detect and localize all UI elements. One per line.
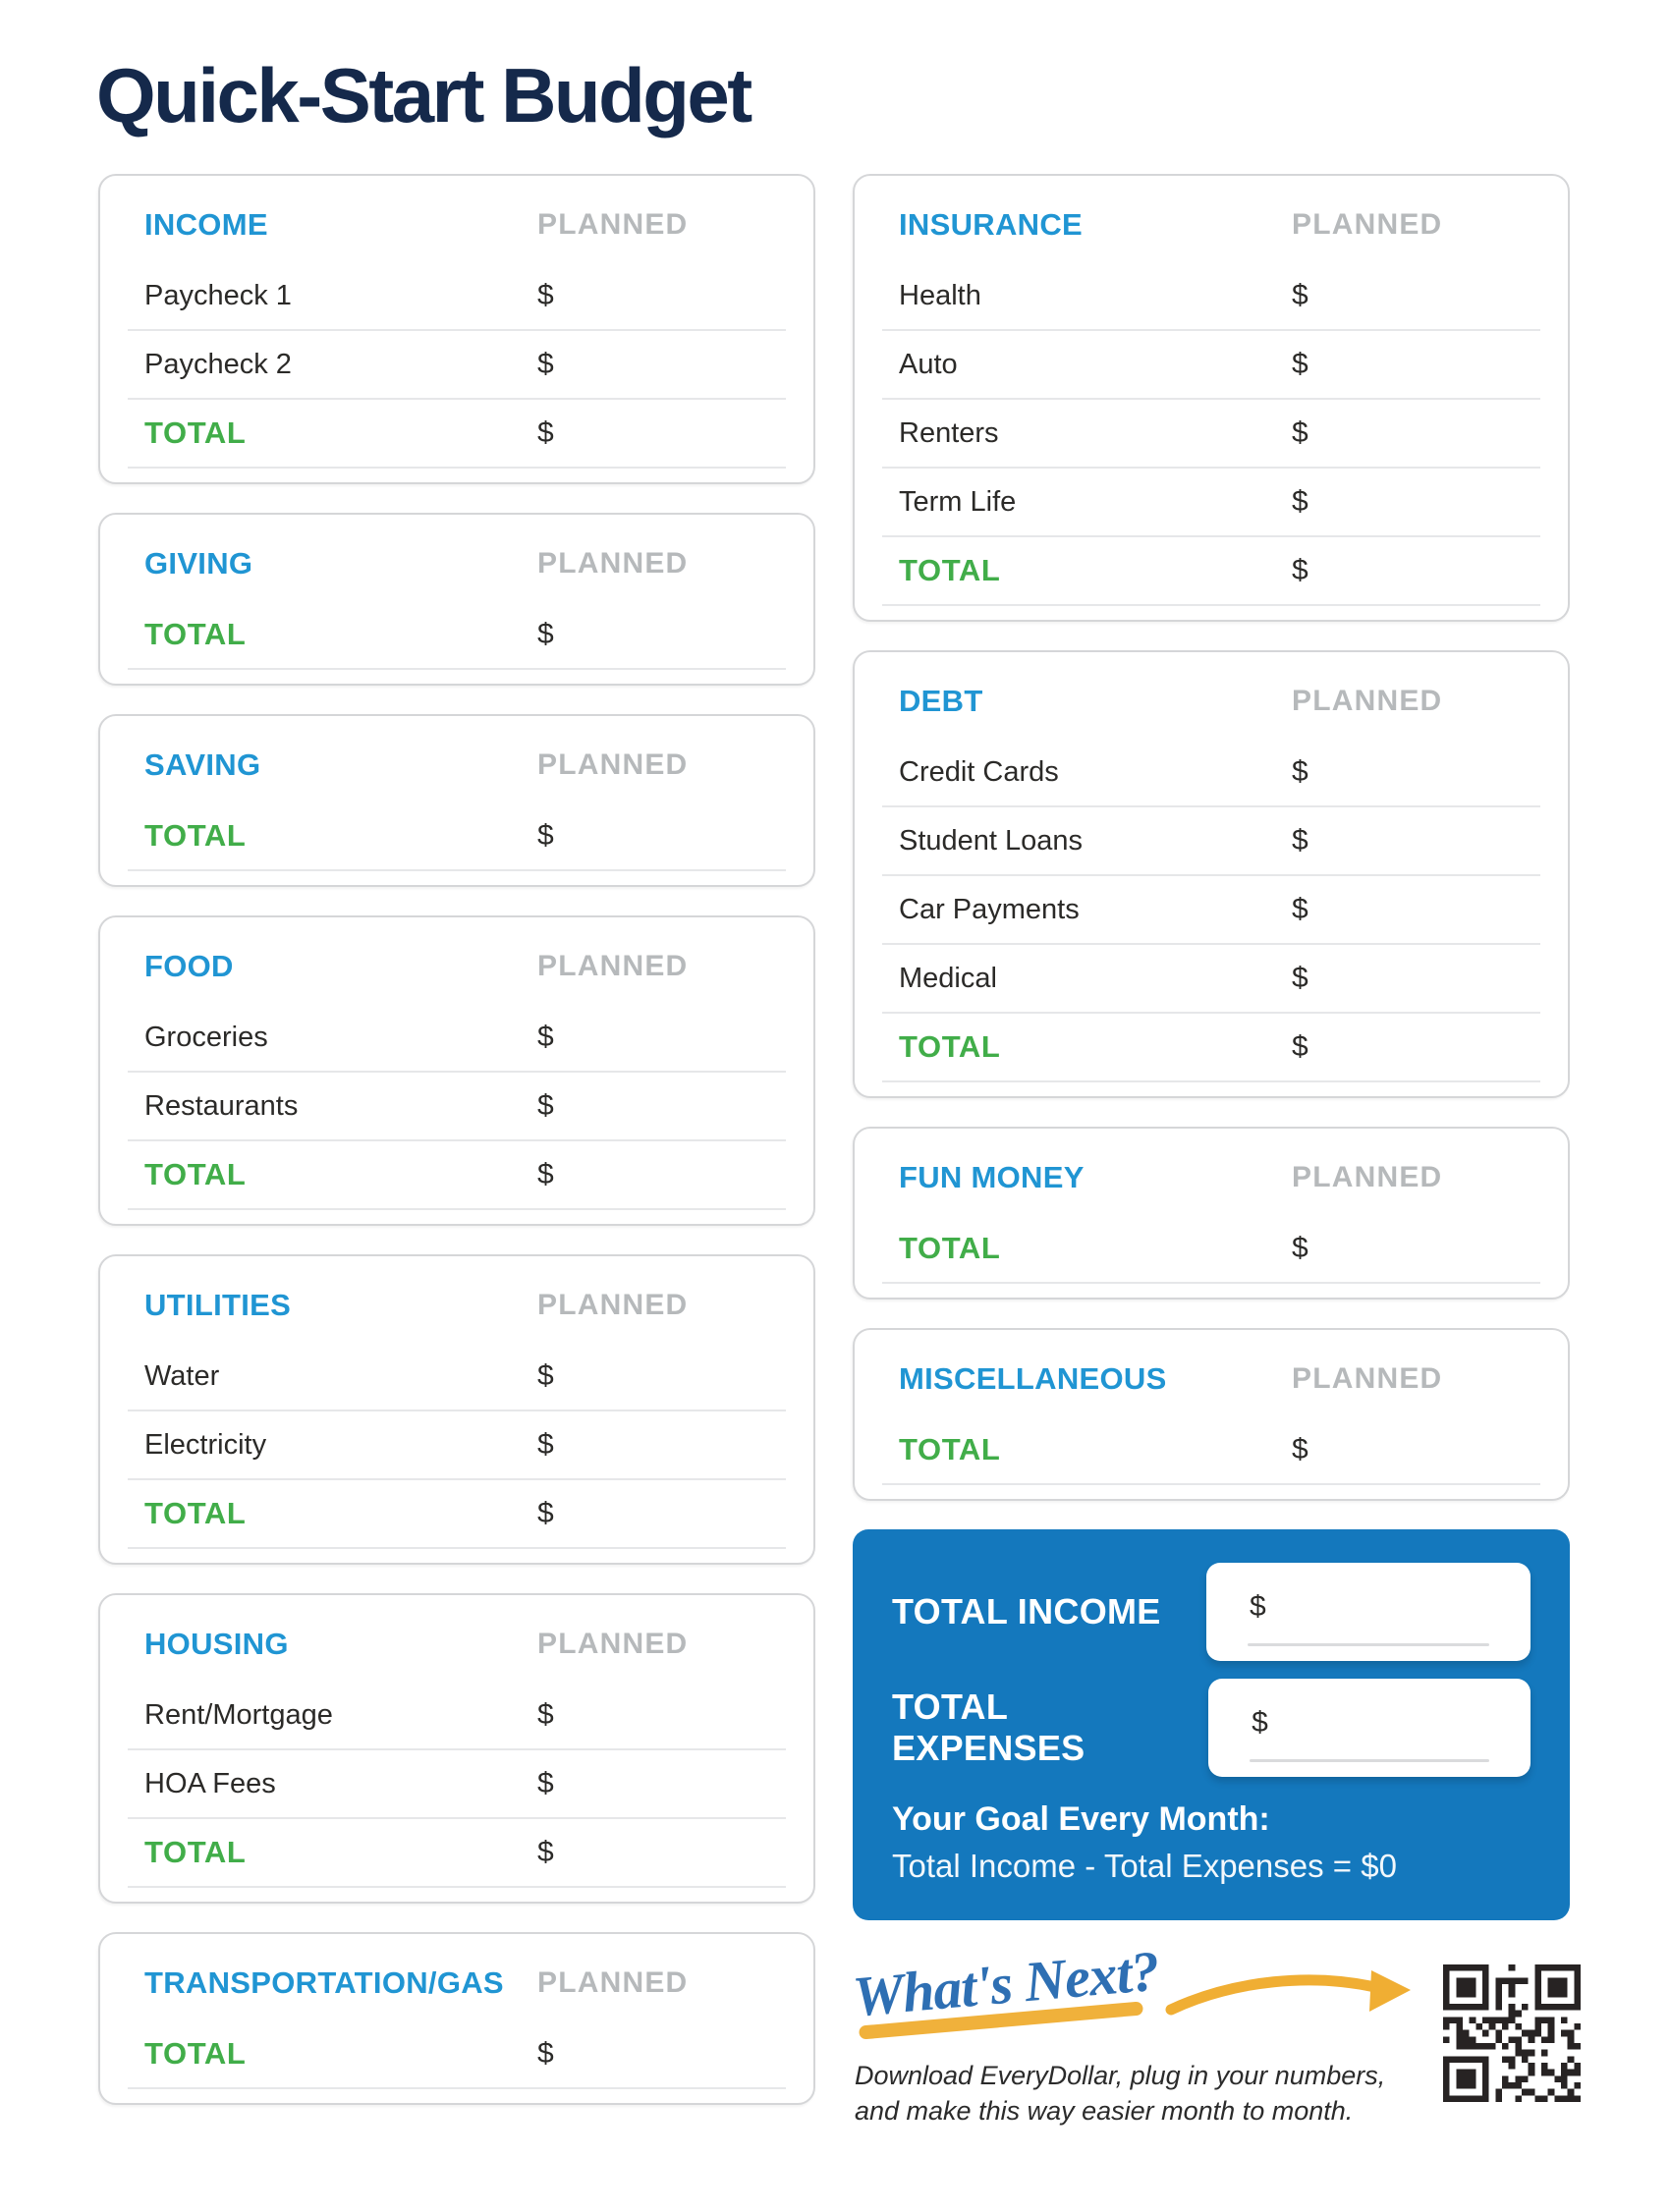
- line-item-label: Paycheck 1: [144, 279, 292, 311]
- planned-amount-field[interactable]: $: [537, 279, 554, 311]
- line-item-label: Term Life: [899, 485, 1017, 518]
- category-card-food: [98, 915, 815, 1226]
- dollar-sign: $: [1250, 1590, 1266, 1623]
- planned-column-header: PLANNED: [537, 950, 689, 982]
- planned-amount-field[interactable]: $: [537, 1021, 554, 1053]
- line-item-label: Water: [144, 1359, 220, 1392]
- category-title: FOOD: [144, 949, 234, 983]
- total-label: TOTAL: [899, 553, 1001, 587]
- total-label: TOTAL: [144, 415, 247, 450]
- planned-column-header: PLANNED: [1292, 685, 1443, 717]
- planned-amount-field[interactable]: $: [537, 1359, 554, 1392]
- note-line-1: Download EveryDollar, plug in your numbers,: [855, 2061, 1386, 2090]
- planned-amount-field[interactable]: $: [537, 2037, 554, 2070]
- total-label: TOTAL: [144, 1835, 247, 1869]
- category-header-row: [128, 526, 786, 601]
- category-title: TRANSPORTATION/GAS: [144, 1965, 504, 2000]
- category-total-row: [128, 400, 786, 469]
- line-item-label: Credit Cards: [899, 755, 1059, 788]
- hand-drawn-arrow-icon: [1165, 1966, 1415, 2027]
- line-item-label: Auto: [899, 348, 958, 380]
- planned-amount-field[interactable]: $: [1292, 1030, 1308, 1063]
- planned-amount-field[interactable]: $: [1292, 893, 1308, 925]
- category-total-row: [882, 1014, 1540, 1082]
- total-income-label: TOTAL INCOME: [892, 1591, 1161, 1631]
- planned-amount-field[interactable]: $: [537, 416, 554, 449]
- planned-amount-field[interactable]: $: [537, 618, 554, 650]
- planned-amount-field[interactable]: $: [1292, 554, 1308, 586]
- total-label: TOTAL: [144, 2036, 247, 2071]
- budget-columns: [98, 174, 1572, 2196]
- budget-line-item: [128, 1411, 786, 1480]
- right-column: [850, 174, 1570, 2196]
- everydollar-note: [855, 2059, 1464, 2129]
- planned-amount-field[interactable]: $: [1292, 1232, 1308, 1264]
- category-title: HOUSING: [144, 1627, 289, 1661]
- line-item-label: Electricity: [144, 1428, 267, 1461]
- planned-column-header: PLANNED: [1292, 208, 1443, 241]
- line-item-label: Renters: [899, 416, 999, 449]
- total-label: TOTAL: [144, 617, 247, 651]
- category-total-row: [128, 1480, 786, 1549]
- budget-line-item: [128, 1343, 786, 1411]
- planned-column-header: PLANNED: [537, 1289, 689, 1321]
- planned-amount-field[interactable]: $: [537, 1497, 554, 1529]
- planned-column-header: PLANNED: [537, 1628, 689, 1660]
- planned-amount-field[interactable]: $: [537, 819, 554, 852]
- total-expenses-row: [892, 1679, 1531, 1777]
- planned-amount-field[interactable]: $: [1292, 279, 1308, 311]
- category-total-row: [882, 1416, 1540, 1485]
- line-item-label: Groceries: [144, 1021, 268, 1053]
- category-header-row: [882, 1140, 1540, 1215]
- line-item-label: Restaurants: [144, 1089, 299, 1122]
- budget-line-item: [128, 331, 786, 400]
- category-header-row: [128, 1268, 786, 1343]
- line-item-label: Health: [899, 279, 981, 311]
- category-total-row: [882, 1215, 1540, 1284]
- total-expenses-label: TOTAL EXPENSES: [892, 1687, 1086, 1768]
- line-item-label: Rent/Mortgage: [144, 1698, 333, 1731]
- category-card-income: [98, 174, 815, 484]
- line-item-label: Car Payments: [899, 893, 1080, 925]
- qr-code: [1443, 1964, 1581, 2102]
- planned-amount-field[interactable]: $: [1292, 348, 1308, 380]
- category-header-row: [128, 188, 786, 262]
- total-label: TOTAL: [144, 818, 247, 853]
- category-title: GIVING: [144, 546, 253, 581]
- planned-amount-field[interactable]: $: [1292, 824, 1308, 857]
- category-total-row: [128, 601, 786, 670]
- category-total-row: [128, 802, 786, 871]
- category-title: MISCELLANEOUS: [899, 1361, 1167, 1396]
- line-item-label: Paycheck 2: [144, 348, 292, 380]
- dollar-sign: $: [1252, 1706, 1268, 1739]
- total-label: TOTAL: [144, 1157, 247, 1191]
- goal-formula: Total Income - Total Expenses = $0: [892, 1848, 1397, 1884]
- category-title: UTILITIES: [144, 1288, 292, 1322]
- planned-amount-field[interactable]: $: [1292, 416, 1308, 449]
- total-label: TOTAL: [899, 1231, 1001, 1265]
- budget-line-item: [128, 1073, 786, 1141]
- category-title: DEBT: [899, 684, 983, 718]
- planned-column-header: PLANNED: [537, 1966, 689, 1999]
- budget-line-item: [882, 469, 1540, 537]
- category-card-debt: [853, 650, 1570, 1098]
- category-header-row: [128, 728, 786, 802]
- totals-summary-box: [853, 1529, 1570, 1920]
- category-card-miscellaneous: [853, 1328, 1570, 1501]
- category-card-saving: [98, 714, 815, 887]
- quick-start-budget-worksheet: [0, 51, 1670, 2212]
- total-label: TOTAL: [899, 1432, 1001, 1466]
- budget-line-item: [882, 876, 1540, 945]
- budget-line-item: [882, 807, 1540, 876]
- planned-amount-field[interactable]: $: [537, 1089, 554, 1122]
- budget-line-item: [128, 1750, 786, 1819]
- total-income-row: [892, 1563, 1531, 1661]
- category-header-row: [128, 929, 786, 1004]
- category-card-utilities: [98, 1254, 815, 1565]
- goal-heading: Your Goal Every Month:: [892, 1800, 1270, 1838]
- planned-column-header: PLANNED: [537, 748, 689, 781]
- total-label: TOTAL: [144, 1496, 247, 1530]
- planned-amount-field[interactable]: $: [1292, 962, 1308, 994]
- budget-line-item: [882, 262, 1540, 331]
- category-header-row: [882, 1342, 1540, 1416]
- whats-next-script-text: What's Next?: [850, 1938, 1162, 2029]
- budget-line-item: [882, 400, 1540, 469]
- category-title: INCOME: [144, 207, 268, 242]
- planned-amount-field[interactable]: $: [537, 1767, 554, 1799]
- category-card-housing: [98, 1593, 815, 1904]
- planned-column-header: PLANNED: [537, 547, 689, 580]
- category-header-row: [882, 188, 1540, 262]
- planned-amount-field[interactable]: $: [1292, 1433, 1308, 1465]
- category-card-giving: [98, 513, 815, 686]
- total-label: TOTAL: [899, 1029, 1001, 1064]
- note-line-2: and make this way easier month to month.: [855, 2095, 1354, 2126]
- page-title: Quick-Start Budget: [96, 52, 751, 138]
- category-title: INSURANCE: [899, 207, 1083, 242]
- category-total-row: [128, 2020, 786, 2089]
- category-title: SAVING: [144, 747, 261, 782]
- category-total-row: [882, 537, 1540, 606]
- planned-column-header: PLANNED: [537, 208, 689, 241]
- whats-next-heading: [850, 1938, 1187, 2059]
- planned-amount-field[interactable]: $: [537, 1428, 554, 1461]
- category-header-row: [128, 1607, 786, 1682]
- total-income-input[interactable]: [1206, 1563, 1531, 1661]
- budget-line-item: [882, 739, 1540, 807]
- category-card-transportation-gas: [98, 1932, 815, 2105]
- planned-column-header: PLANNED: [1292, 1362, 1443, 1395]
- left-column: [98, 174, 815, 2105]
- category-header-row: [128, 1946, 786, 2020]
- budget-line-item: [128, 1004, 786, 1073]
- category-title: FUN MONEY: [899, 1160, 1085, 1194]
- planned-amount-field[interactable]: $: [537, 1836, 554, 1868]
- budget-line-item: [128, 1682, 786, 1750]
- planned-amount-field[interactable]: $: [537, 1158, 554, 1190]
- planned-column-header: PLANNED: [1292, 1161, 1443, 1193]
- planned-amount-field[interactable]: $: [1292, 485, 1308, 518]
- planned-amount-field[interactable]: $: [1292, 755, 1308, 788]
- category-card-fun-money: [853, 1127, 1570, 1300]
- category-card-insurance: [853, 174, 1570, 622]
- budget-line-item: [882, 331, 1540, 400]
- planned-amount-field[interactable]: $: [537, 348, 554, 380]
- whats-next-footer: [850, 1938, 1570, 2196]
- planned-amount-field[interactable]: $: [537, 1698, 554, 1731]
- category-header-row: [882, 664, 1540, 739]
- category-total-row: [128, 1819, 786, 1888]
- line-item-label: HOA Fees: [144, 1767, 276, 1799]
- category-total-row: [128, 1141, 786, 1210]
- budget-line-item: [128, 262, 786, 331]
- line-item-label: Medical: [899, 962, 997, 994]
- total-expenses-input[interactable]: [1208, 1679, 1531, 1777]
- line-item-label: Student Loans: [899, 824, 1084, 857]
- budget-line-item: [882, 945, 1540, 1014]
